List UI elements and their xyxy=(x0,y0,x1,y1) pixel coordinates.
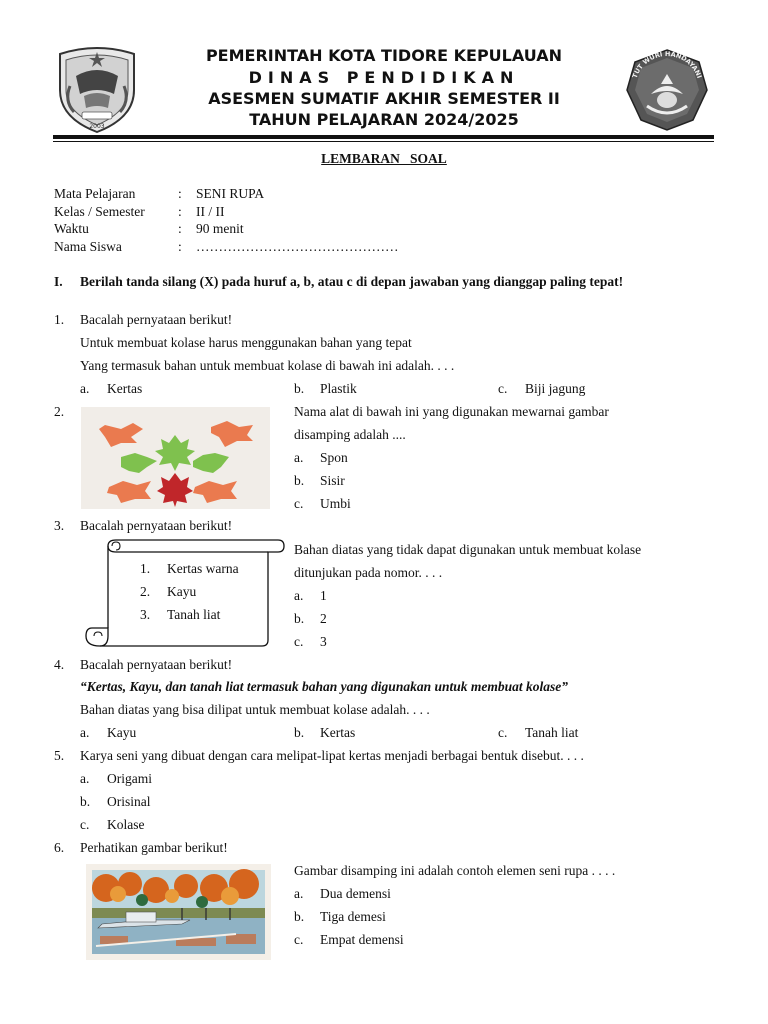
question-1-option-b: Plastik xyxy=(320,381,357,396)
question-4-intro: Bacalah pernyataan berikut! xyxy=(80,657,233,672)
question-4-quote: “Kertas, Kayu, dan tanah liat termasuk bahan yang digunakan untuk membuat kolase” xyxy=(80,679,568,694)
question-3-intro: Bacalah pernyataan berikut! xyxy=(80,518,233,533)
info-colon: : xyxy=(178,221,182,236)
question-1-number: 1. xyxy=(54,312,65,327)
option-letter: a. xyxy=(294,588,304,603)
question-3-option-c: 3 xyxy=(320,634,327,649)
info-value-student-name: ……………………………………… xyxy=(196,239,399,254)
option-letter: a. xyxy=(80,381,90,396)
question-3-option-b: 2 xyxy=(320,611,327,626)
question-6-option-c: Empat demensi xyxy=(320,932,404,947)
question-1-prompt: Yang termasuk bahan untuk membuat kolase di bawah ini adalah. . . . xyxy=(80,358,455,373)
question-1-option-c: Biji jagung xyxy=(525,381,586,396)
question-1-intro: Bacalah pernyataan berikut! xyxy=(80,312,233,327)
question-6-intro: Perhatikan gambar berikut! xyxy=(80,840,228,855)
question-1-statement: Untuk membuat kolase harus menggunakan bahan yang tepat xyxy=(80,335,412,350)
header-department: DINAS PENDIDIKAN xyxy=(248,68,520,87)
question-5-number: 5. xyxy=(54,748,65,763)
info-label-time: Waktu xyxy=(54,221,89,236)
document-title: LEMBARAN SOAL xyxy=(321,151,447,166)
scroll-item-number: 2. xyxy=(140,584,151,599)
option-letter: c. xyxy=(80,817,90,832)
question-6-painting-image xyxy=(86,864,271,960)
option-letter: b. xyxy=(294,381,305,396)
question-2-line-2: disamping adalah .... xyxy=(294,427,406,442)
info-value-time: 90 menit xyxy=(196,221,244,236)
option-letter: a. xyxy=(80,725,90,740)
option-letter: a. xyxy=(294,450,304,465)
header-divider-thick xyxy=(53,135,714,139)
header-assessment: ASESMEN SUMATIF AKHIR SEMESTER II xyxy=(208,89,560,108)
option-letter: c. xyxy=(498,725,508,740)
question-3-number: 3. xyxy=(54,518,65,533)
option-letter: c. xyxy=(498,381,508,396)
question-5-option-c: Kolase xyxy=(107,817,145,832)
question-5-option-b: Orisinal xyxy=(107,794,151,809)
question-2-option-a: Spon xyxy=(320,450,348,465)
question-4-prompt: Bahan diatas yang bisa dilipat untuk membuat kolase adalah. . . . xyxy=(80,702,430,717)
option-letter: c. xyxy=(294,496,304,511)
question-2-leaf-print-image xyxy=(81,407,270,509)
question-2-option-b: Sisir xyxy=(320,473,345,488)
question-3-option-a: 1 xyxy=(320,588,327,603)
info-colon: : xyxy=(178,186,182,201)
option-letter: b. xyxy=(294,611,305,626)
city-emblem-logo xyxy=(54,46,140,134)
section-number: I. xyxy=(54,274,63,289)
question-4-option-c: Tanah liat xyxy=(525,725,579,740)
question-4-option-a: Kayu xyxy=(107,725,137,740)
option-letter: c. xyxy=(294,634,304,649)
question-2-number: 2. xyxy=(54,404,65,419)
question-6-prompt: Gambar disamping ini adalah contoh elemen seni rupa . . . . xyxy=(294,863,616,878)
info-label-student-name: Nama Siswa xyxy=(54,239,122,254)
option-letter: b. xyxy=(294,909,305,924)
emblem-year-text: 2003 xyxy=(89,123,105,130)
option-letter: b. xyxy=(80,794,91,809)
question-4-number: 4. xyxy=(54,657,65,672)
tut-wuri-handayani-logo xyxy=(621,48,713,132)
question-6-option-b: Tiga demesi xyxy=(320,909,386,924)
scroll-item-number: 1. xyxy=(140,561,151,576)
question-3-line-1: Bahan diatas yang tidak dapat digunakan untuk membuat kolase xyxy=(294,542,642,557)
info-label-subject: Mata Pelajaran xyxy=(54,186,136,201)
option-letter: b. xyxy=(294,473,305,488)
info-value-class: II / II xyxy=(196,204,225,219)
option-letter: a. xyxy=(80,771,90,786)
option-letter: a. xyxy=(294,886,304,901)
question-5-prompt: Karya seni yang dibuat dengan cara melipat-lipat kertas menjadi berbagai bentuk disebut. . . . xyxy=(80,748,584,763)
info-colon: : xyxy=(178,204,182,219)
option-letter: b. xyxy=(294,725,305,740)
header-divider-thin xyxy=(53,141,714,142)
info-value-subject: SENI RUPA xyxy=(196,186,265,201)
info-colon: : xyxy=(178,239,182,254)
section-instruction: Berilah tanda silang (X) pada huruf a, b, atau c di depan jawaban yang dianggap paling tepat! xyxy=(80,274,624,289)
info-label-class: Kelas / Semester xyxy=(54,204,145,219)
question-6-number: 6. xyxy=(54,840,65,855)
question-4-option-b: Kertas xyxy=(320,725,356,740)
scroll-item-clay: Tanah liat xyxy=(167,607,221,622)
logo-motto-text: TUT WURI HANDAYANI xyxy=(630,49,704,80)
question-2-option-c: Umbi xyxy=(320,496,351,511)
scroll-item-number: 3. xyxy=(140,607,151,622)
question-5-option-a: Origami xyxy=(107,771,152,786)
question-3-line-2: ditunjukan pada nomor. . . . xyxy=(294,565,443,580)
scroll-item-paper: Kertas warna xyxy=(167,561,239,576)
question-1-option-a: Kertas xyxy=(107,381,143,396)
scroll-item-wood: Kayu xyxy=(167,584,197,599)
question-2-line-1: Nama alat di bawah ini yang digunakan mewarnai gambar xyxy=(294,404,609,419)
question-6-option-a: Dua demensi xyxy=(320,886,391,901)
header-government: PEMERINTAH KOTA TIDORE KEPULAUAN xyxy=(205,46,563,65)
option-letter: c. xyxy=(294,932,304,947)
header-academic-year: TAHUN PELAJARAN 2024/2025 xyxy=(249,110,519,129)
